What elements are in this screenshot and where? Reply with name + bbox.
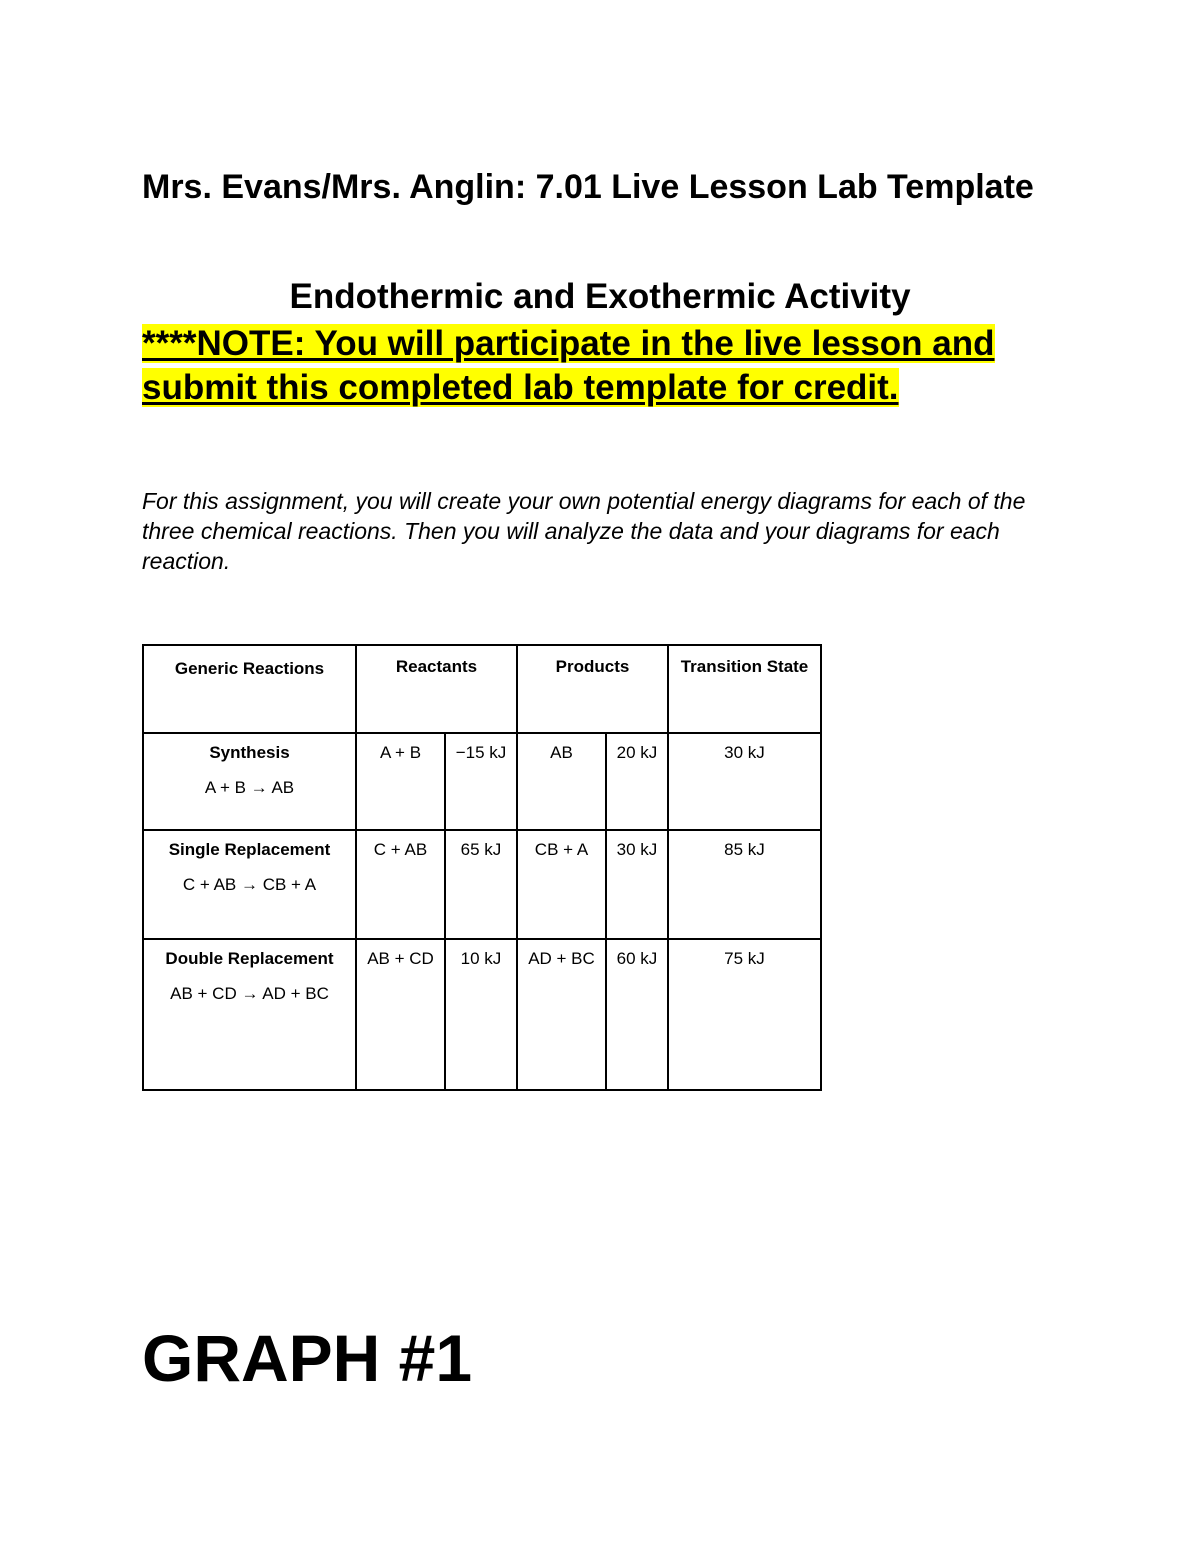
reaction-equation: AB + CD → AD + BC <box>170 984 329 1003</box>
reactants-cell: AB + CD <box>356 939 445 1090</box>
reaction-name: Synthesis <box>209 743 290 762</box>
reactant-energy-cell: −15 kJ <box>445 733 517 830</box>
reaction-cell <box>143 830 356 939</box>
products-cell: CB + A <box>517 830 606 939</box>
header-reactants: Reactants <box>356 645 517 733</box>
reaction-cell <box>143 733 356 830</box>
credit-note-text: ****NOTE: You will participate in the live lesson and submit this completed lab template for credit. <box>142 324 995 407</box>
graph-heading: GRAPH #1 <box>142 1321 473 1395</box>
products-cell: AB <box>517 733 606 830</box>
reactants-cell: C + AB <box>356 830 445 939</box>
product-energy-cell: 30 kJ <box>606 830 668 939</box>
table-row <box>143 733 821 830</box>
reaction-name: Single Replacement <box>168 840 331 859</box>
reactant-energy-cell: 10 kJ <box>445 939 517 1090</box>
reaction-equation: C + AB → CB + A <box>182 875 317 894</box>
header-products: Products <box>517 645 668 733</box>
assignment-instructions: For this assignment, you will create your own potential energy diagrams for each of the three chemical reactions. Then you will analyze the data and your diagrams for each reaction. <box>142 488 1026 574</box>
table-header-row <box>143 645 821 733</box>
reactants-cell: A + B <box>356 733 445 830</box>
document-title: Mrs. Evans/Mrs. Anglin: 7.01 Live Lesson Lab Template <box>142 168 1034 206</box>
table-row <box>143 939 821 1090</box>
reaction-equation: A + B → AB <box>204 778 295 797</box>
transition-state-cell: 30 kJ <box>668 733 821 830</box>
table-row <box>143 830 821 939</box>
reactions-table <box>142 644 822 1091</box>
credit-note <box>142 322 1072 410</box>
reactant-energy-cell: 65 kJ <box>445 830 517 939</box>
reaction-name: Double Replacement <box>165 949 334 968</box>
products-cell: AD + BC <box>517 939 606 1090</box>
transition-state-cell: 85 kJ <box>668 830 821 939</box>
product-energy-cell: 20 kJ <box>606 733 668 830</box>
transition-state-cell: 75 kJ <box>668 939 821 1090</box>
reaction-cell <box>143 939 356 1090</box>
header-generic-reactions: Generic Reactions <box>143 645 356 733</box>
product-energy-cell: 60 kJ <box>606 939 668 1090</box>
activity-title: Endothermic and Exothermic Activity <box>289 277 911 316</box>
header-transition-state: Transition State <box>668 645 821 733</box>
